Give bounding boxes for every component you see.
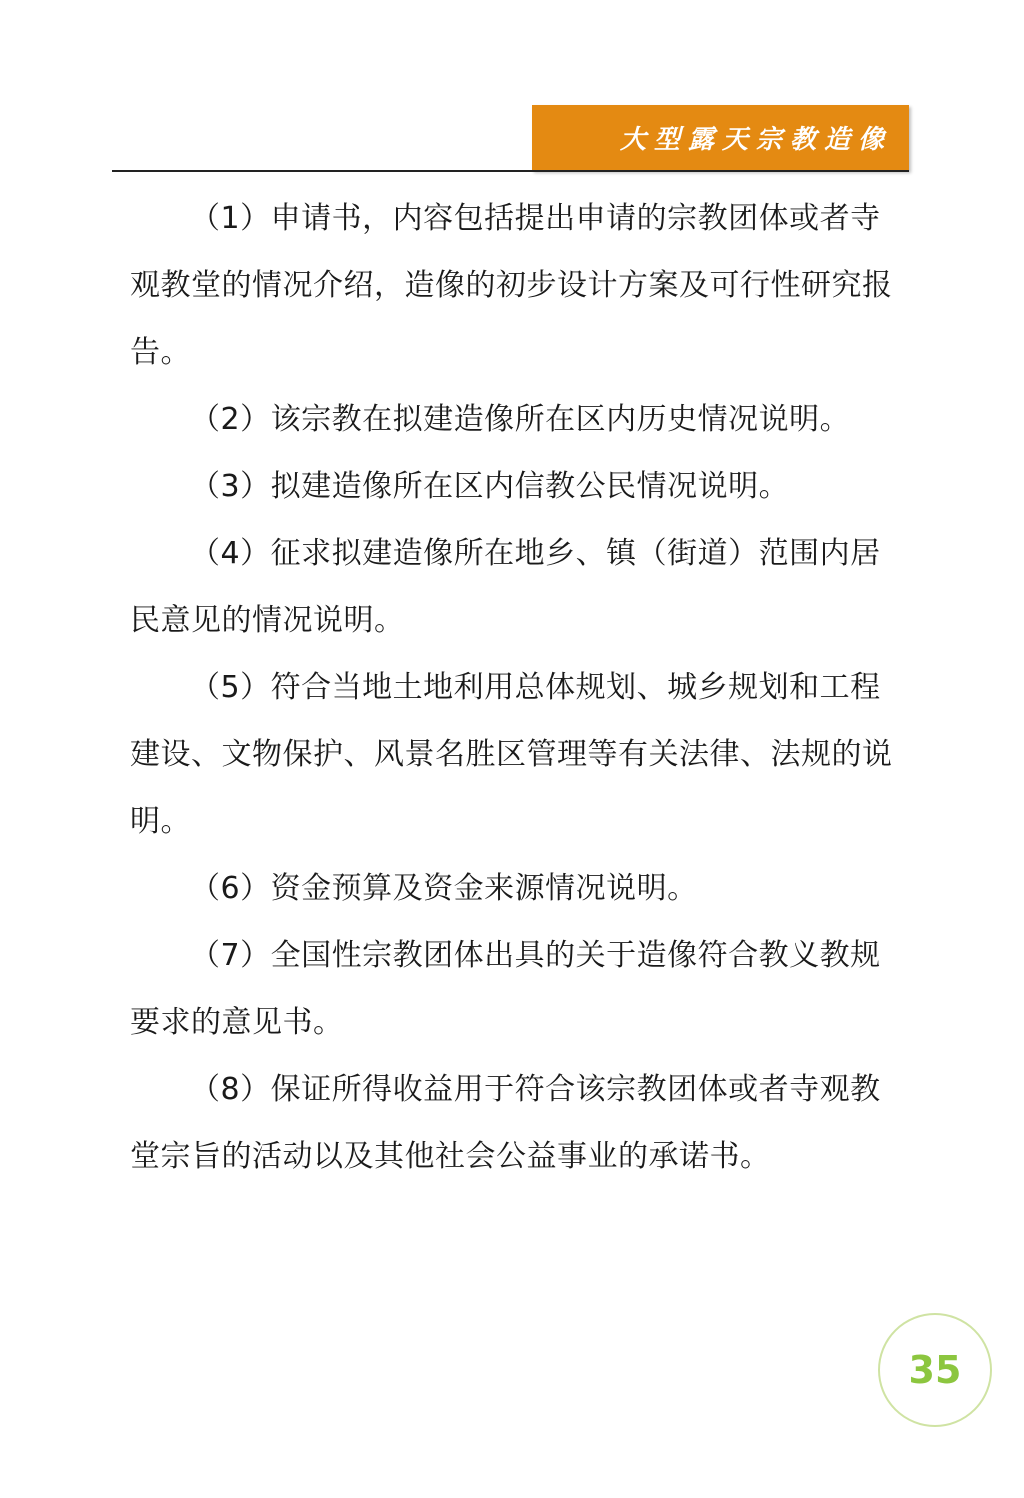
header-rule	[112, 170, 909, 172]
running-header-title: 大型露天宗教造像	[620, 125, 893, 155]
paragraph-2: （2）该宗教在拟建造像所在区内历史情况说明。	[190, 402, 851, 437]
paragraph-4: （4）征求拟建造像所在地乡、镇（街道）范围内居民意见的情况说明。	[130, 536, 881, 638]
paragraph-3: （3）拟建造像所在区内信教公民情况说明。	[190, 469, 790, 504]
page-number: 35	[908, 1348, 962, 1392]
paragraph-6: （6）资金预算及资金来源情况说明。	[190, 871, 698, 906]
paragraph-1: （1）申请书，内容包括提出申请的宗教团体或者寺观教堂的情况介绍，造像的初步设计方案及可行性研究报告。	[130, 201, 893, 370]
body-text	[130, 185, 900, 1190]
paragraph-7: （7）全国性宗教团体出具的关于造像符合教义教规要求的意见书。	[130, 938, 881, 1040]
paragraph-5: （5）符合当地土地利用总体规划、城乡规划和工程建设、文物保护、风景名胜区管理等有关法律、法规的说明。	[130, 670, 893, 839]
paragraph-8: （8）保证所得收益用于符合该宗教团体或者寺观教堂宗旨的活动以及其他社会公益事业的承诺书。	[130, 1072, 881, 1174]
